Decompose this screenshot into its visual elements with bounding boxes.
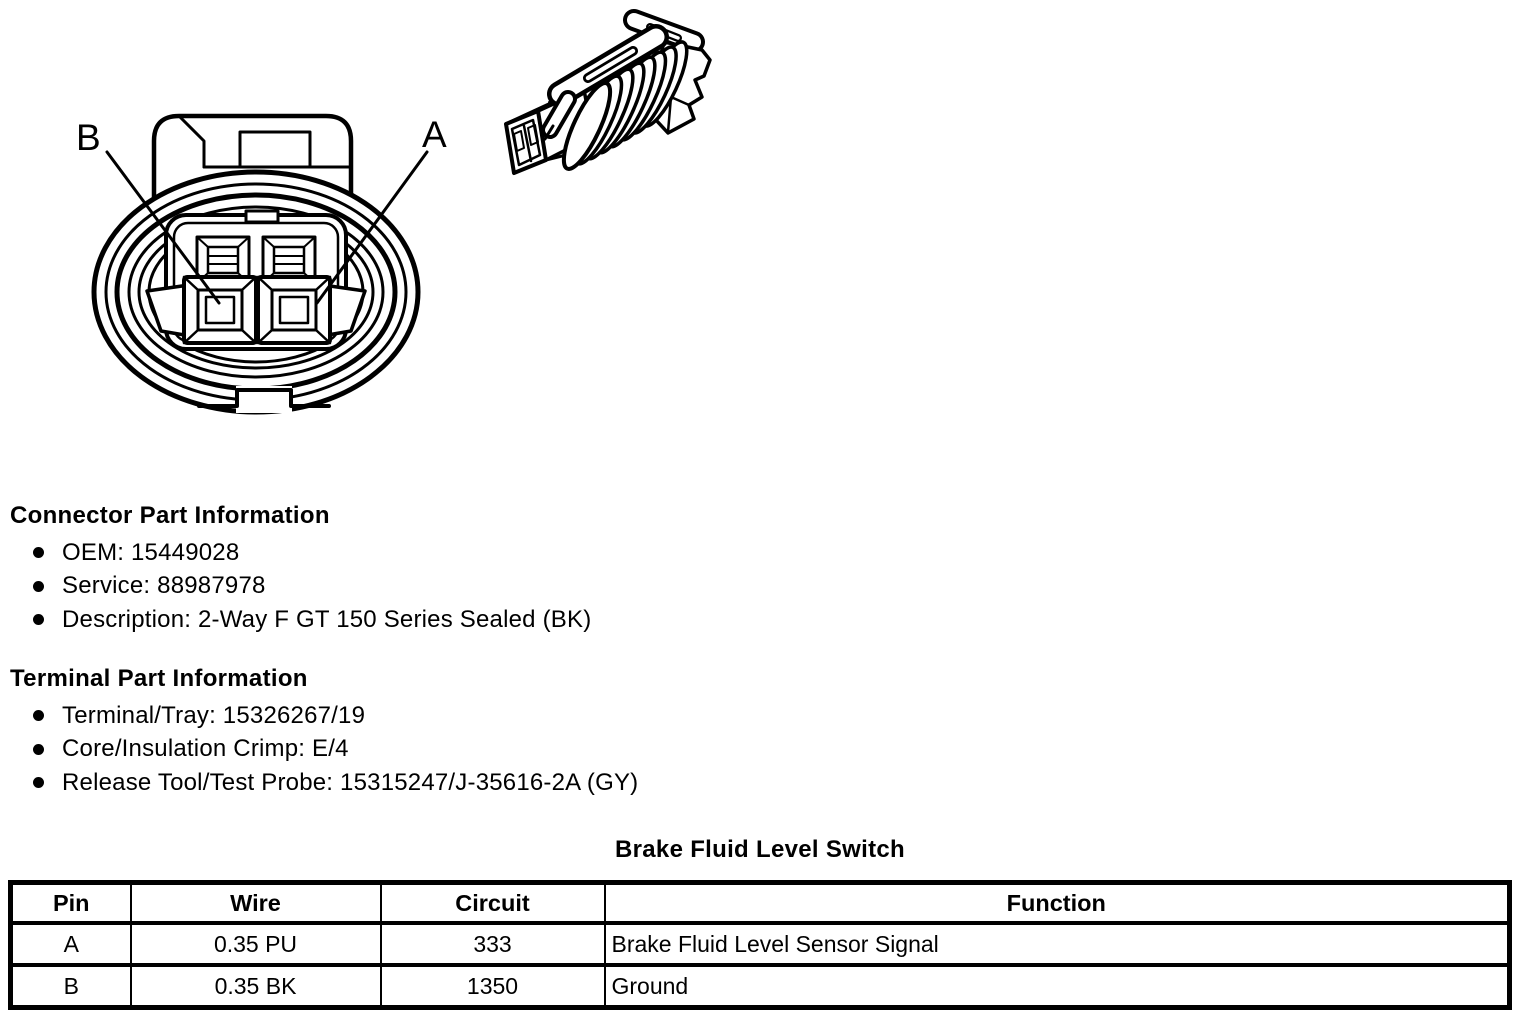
table-title: Brake Fluid Level Switch [615, 836, 905, 863]
list-item [33, 699, 638, 733]
list-item-text: Terminal/Tray: 15326267/19 [62, 701, 366, 729]
pin-cell: B [11, 965, 131, 1008]
pin-column-header: Pin [11, 883, 131, 924]
pinout-table [8, 880, 1512, 1010]
bullet-icon [33, 710, 44, 721]
terminal-part-information-list [33, 699, 638, 800]
table-row [11, 923, 1510, 965]
bullet-icon [33, 547, 44, 558]
connector-front-view-drawing [94, 116, 427, 413]
function-column-header: Function [605, 883, 1510, 924]
wire-cell: 0.35 PU [131, 923, 381, 965]
bullet-icon [33, 581, 44, 592]
function-cell: Ground [605, 965, 1510, 1008]
function-cell: Brake Fluid Level Sensor Signal [605, 923, 1510, 965]
list-item [33, 603, 591, 637]
circuit-column-header: Circuit [381, 883, 605, 924]
list-item-text: Service: 88987978 [62, 572, 266, 600]
wire-cell: 0.35 BK [131, 965, 381, 1008]
wire-column-header: Wire [131, 883, 381, 924]
connector-drawings [0, 0, 760, 460]
connector-part-information-heading: Connector Part Information [10, 501, 330, 529]
list-item [33, 570, 591, 604]
circuit-cell: 1350 [381, 965, 605, 1008]
terminal-part-information-heading: Terminal Part Information [10, 664, 308, 692]
table-header-row [11, 883, 1510, 924]
list-item-text: Release Tool/Test Probe: 15315247/J-35616-2A (GY) [62, 768, 639, 796]
bullet-icon [33, 744, 44, 755]
pin-label-a: A [422, 114, 447, 155]
connector-part-information-list [33, 536, 591, 637]
circuit-cell: 333 [381, 923, 605, 965]
table-row [11, 965, 1510, 1008]
list-item [33, 536, 591, 570]
list-item [33, 766, 638, 800]
bullet-icon [33, 777, 44, 788]
list-item-text: Description: 2-Way F GT 150 Series Sealed (BK) [62, 605, 592, 633]
pin-cell: A [11, 923, 131, 965]
connector-side-view-drawing [506, 20, 710, 174]
list-item-text: OEM: 15449028 [62, 538, 240, 566]
list-item-text: Core/Insulation Crimp: E/4 [62, 735, 349, 763]
list-item [33, 733, 638, 767]
pin-label-b: B [76, 117, 101, 158]
bullet-icon [33, 614, 44, 625]
